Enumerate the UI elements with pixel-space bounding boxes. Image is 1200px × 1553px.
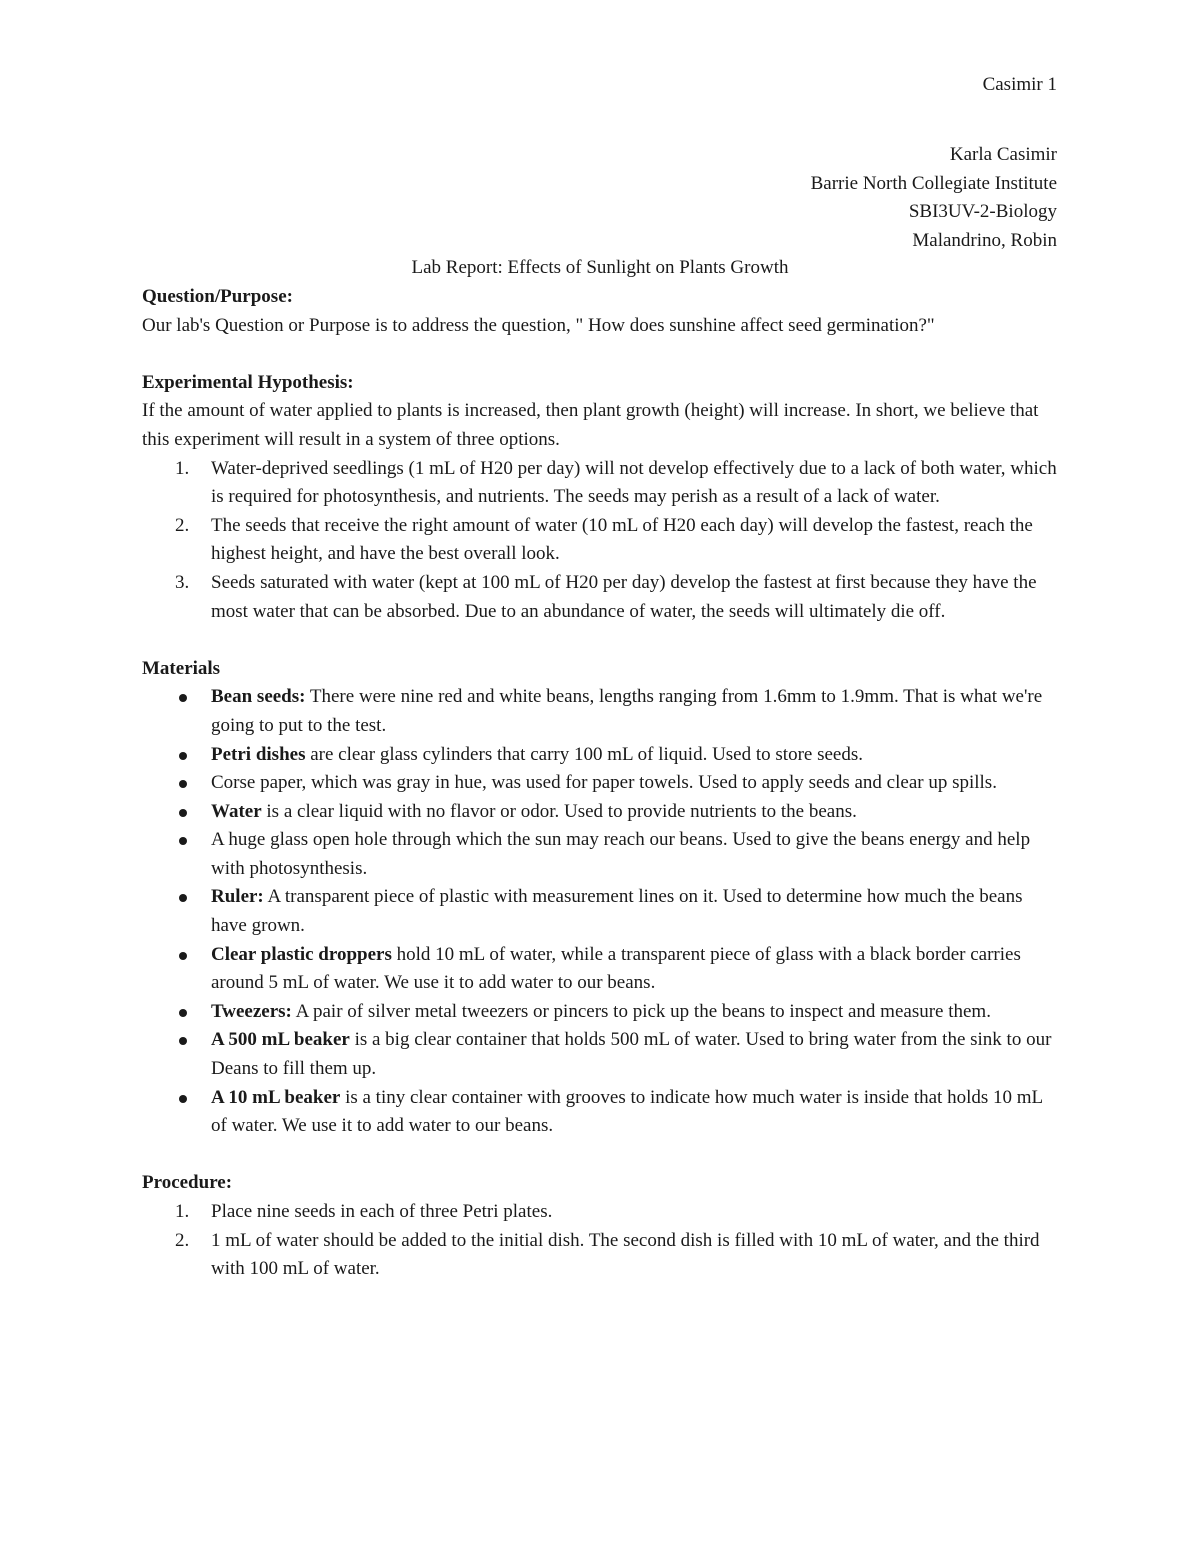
material-description: is a tiny clear container with grooves to indicate how much water is inside that holds 10 mL of water. We use it to add water to our beans.	[211, 1086, 1043, 1137]
list-number: 1.	[175, 457, 190, 479]
hypothesis-text: If the amount of water applied to plants is increased, then plant growth (height) will increase. In short, we believe that this experiment will result in a system of three options.	[142, 400, 1039, 450]
purpose-text: Our lab's Question or Purpose is to address the question, " How does sunshine affect seed germination?"	[142, 314, 935, 336]
bullet-icon	[179, 752, 187, 760]
list-item	[142, 1084, 1060, 1141]
list-item	[142, 1026, 1060, 1083]
material-description: A pair of silver metal tweezers or pincers to pick up the beans to inspect and measure them.	[291, 1000, 991, 1022]
list-item-text: The seeds that receive the right amount of water (10 mL of H20 each day) will develop the fastest, reach the highest height, and have the best overall look.	[211, 514, 1033, 565]
report-body	[142, 283, 1060, 1284]
school-name: Barrie North Collegiate Institute	[810, 172, 1057, 194]
list-item	[142, 569, 1060, 626]
hypothesis-heading: Experimental Hypothesis:	[142, 371, 354, 393]
list-number: 1.	[175, 1201, 190, 1222]
list-item	[142, 826, 1060, 883]
material-description: A huge glass open hole through which the sun may reach our beans. Used to give the beans energy and help with photosynthesis.	[211, 829, 1031, 879]
list-item-text: Seeds saturated with water (kept at 100 mL of H20 per day) develop the fastest at first because they have the most water that can be absorbed. Due to an abundance of water, the seeds will ultimately die off.	[211, 571, 1037, 622]
material-name: Bean seeds:	[211, 686, 306, 708]
bullet-icon	[179, 1095, 187, 1103]
material-description: is a clear liquid with no flavor or odor. Used to provide nutrients to the beans.	[261, 800, 857, 822]
material-description: are clear glass cylinders that carry 100 mL of liquid. Used to store seeds.	[305, 743, 863, 765]
material-description: There were nine red and white beans, lengths ranging from 1.6mm to 1.9mm. That is what we're going to put to the test.	[211, 686, 1043, 736]
material-name: A 10 mL beaker	[211, 1086, 341, 1108]
bullet-icon	[179, 809, 187, 817]
list-item	[142, 941, 1060, 998]
page-header	[983, 71, 1057, 100]
bullet-icon	[179, 952, 187, 960]
list-item	[142, 883, 1060, 940]
bullet-icon	[179, 694, 187, 702]
list-item-text: Water-deprived seedlings (1 mL of H20 per day) will not develop effectively due to a lack of both water, which is required for photosynthesis, and nutrients. The seeds may perish as a result of a lack of water.	[211, 457, 1057, 508]
page-number-label: Casimir 1	[982, 74, 1057, 95]
material-description: hold 10 mL of water, while a transparent piece of glass with a black border carries around 5 mL of water. We use it to add water to our beans.	[211, 943, 1021, 994]
material-description: is a big clear container that holds 500 mL of water. Used to bring water from the sink to our Deans to fill them up.	[211, 1029, 1052, 1080]
purpose-heading: Question/Purpose:	[142, 286, 293, 307]
list-item	[142, 741, 1060, 770]
list-number: 3.	[175, 571, 190, 593]
list-item	[142, 1198, 1060, 1227]
student-name: Karla Casimir	[949, 144, 1057, 165]
list-item	[142, 798, 1060, 827]
material-name: Tweezers:	[211, 1000, 292, 1022]
list-item	[142, 1227, 1060, 1284]
list-item	[142, 769, 1060, 798]
materials-list	[142, 683, 1060, 1141]
teacher-name: Malandrino, Robin	[912, 229, 1057, 251]
student-info-block	[811, 141, 1057, 255]
list-number: 2.	[175, 1229, 190, 1251]
material-name: Petri dishes	[211, 743, 306, 765]
course-code: SBI3UV-2-Biology	[908, 201, 1057, 223]
bullet-icon	[179, 837, 187, 845]
procedure-list	[142, 1198, 1060, 1284]
material-description: Corse paper, which was gray in hue, was used for paper towels. Used to apply seeds and clear up spills.	[211, 772, 997, 794]
list-number: 2.	[175, 514, 190, 536]
list-item	[142, 998, 1060, 1027]
list-item	[142, 683, 1060, 740]
list-item-text: Place nine seeds in each of three Petri plates.	[211, 1201, 553, 1222]
material-name: Ruler:	[211, 886, 264, 908]
list-item	[142, 455, 1060, 512]
bullet-icon	[179, 780, 187, 788]
materials-heading: Materials	[142, 657, 221, 679]
material-name: Clear plastic droppers	[211, 943, 392, 965]
report-title: Lab Report: Effects of Sunlight on Plants Growth	[411, 257, 789, 278]
list-item-text: 1 mL of water should be added to the initial dish. The second dish is filled with 10 mL of water, and the third with 100 mL of water.	[211, 1229, 1040, 1280]
material-name: A 500 mL beaker	[211, 1029, 350, 1051]
material-description: A transparent piece of plastic with measurement lines on it. Used to determine how much the beans have grown.	[211, 886, 1023, 937]
material-name: Water	[211, 800, 262, 822]
bullet-icon	[179, 1009, 187, 1017]
list-item	[142, 512, 1060, 569]
bullet-icon	[179, 894, 187, 902]
procedure-heading: Procedure:	[142, 1172, 233, 1194]
bullet-icon	[179, 1037, 187, 1045]
hypothesis-list	[142, 455, 1060, 627]
